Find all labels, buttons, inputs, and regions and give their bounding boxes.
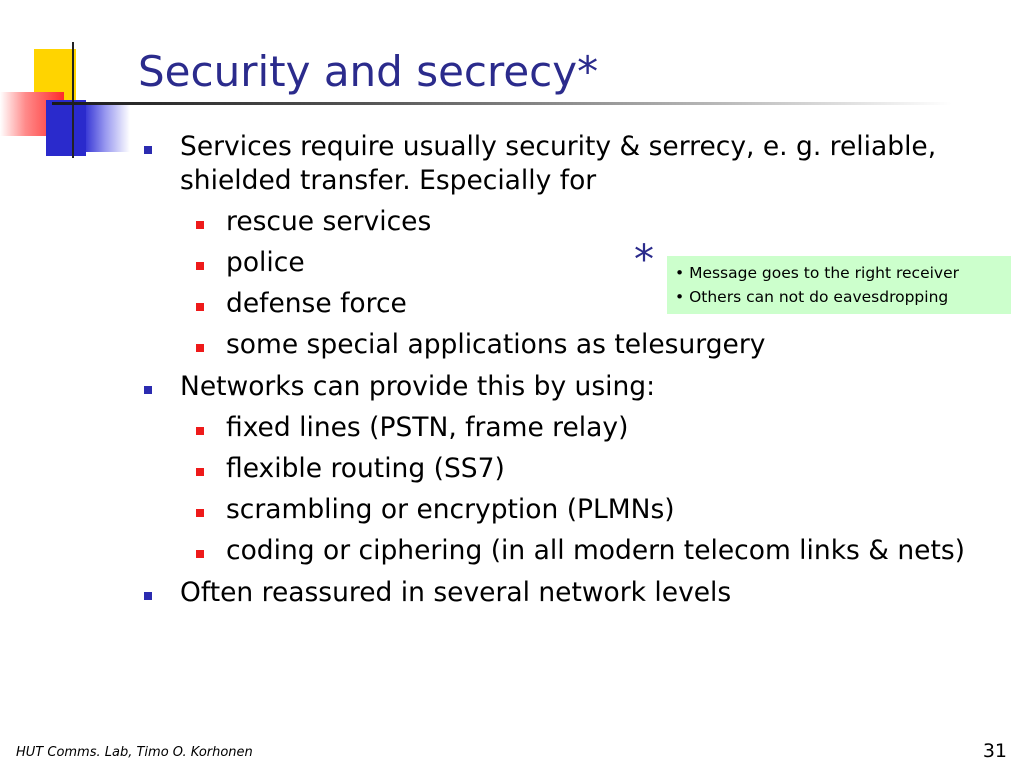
bullet-item: [142, 130, 972, 198]
corner-logo-decoration: [0, 0, 140, 170]
bullet-item: [142, 576, 972, 610]
bullet-text: Services require usually security & serrecy, e. g. reliable, shielded transfer. Especially for: [180, 131, 937, 196]
sub-bullet-item: flexible routing (SS7): [142, 452, 972, 486]
slide-body: [142, 130, 972, 610]
bullet-text: Often reassured in several network levels: [180, 577, 732, 608]
callout-line: • Others can not do eavesdropping: [675, 288, 949, 306]
sub-bullet-item: defense force: [142, 287, 972, 321]
footnote-asterisk: *: [634, 237, 654, 283]
title-underline: [52, 102, 952, 105]
logo-blue-square: [46, 100, 86, 156]
bullet-item: [142, 370, 972, 404]
sub-bullet-item: fixed lines (PSTN, frame relay): [142, 411, 972, 445]
slide-title: Security and secrecy*: [138, 47, 599, 96]
sub-bullet-item: scrambling or encryption (PLMNs): [142, 493, 972, 527]
bullet-text: Networks can provide this by using:: [180, 371, 656, 402]
page-number: 31: [982, 740, 1007, 762]
footnote-callout-box: [667, 256, 1011, 314]
sub-bullet-item: coding or ciphering (in all modern telecom links & nets): [142, 534, 972, 568]
sub-bullet-item: some special applications as telesurgery: [142, 328, 972, 362]
callout-line: • Message goes to the right receiver: [675, 264, 960, 282]
logo-vertical-line: [72, 42, 74, 158]
footer-credit: HUT Comms. Lab, Timo O. Korhonen: [16, 745, 253, 760]
sub-bullet-item: rescue services: [142, 205, 972, 239]
logo-blue-fade: [86, 104, 130, 152]
sub-bullet-item: police: [142, 246, 972, 280]
